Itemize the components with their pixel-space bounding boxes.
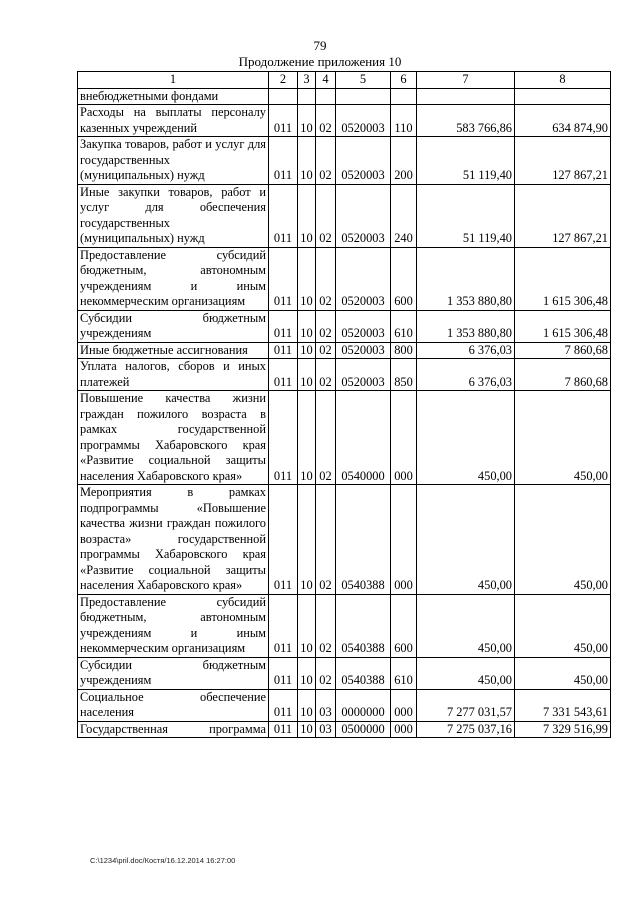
- cell-ministry: 011: [269, 689, 298, 721]
- cell-subsection: [316, 88, 336, 105]
- row-name: Субсидии бюджетным учреждениям: [78, 657, 269, 689]
- row-name: Уплата налогов, сборов и иных платежей: [78, 359, 269, 391]
- cell-section: 10: [298, 247, 316, 310]
- cell-sum-1: 6 376,03: [417, 342, 515, 359]
- cell-subsection: 02: [316, 247, 336, 310]
- cell-sum-1: 6 376,03: [417, 359, 515, 391]
- cell-section: 10: [298, 184, 316, 247]
- cell-sum-1: 450,00: [417, 657, 515, 689]
- cell-target: [336, 88, 391, 105]
- cell-type: 200: [391, 137, 417, 185]
- cell-section: 10: [298, 359, 316, 391]
- cell-sum-2: 634 874,90: [515, 105, 611, 137]
- cell-sum-2: 450,00: [515, 657, 611, 689]
- cell-target: 0520003: [336, 342, 391, 359]
- cell-sum-1: 51 119,40: [417, 137, 515, 185]
- document-path-footer: C:\1234\pril.doc/Костя/16.12.2014 16:27:00: [90, 856, 236, 865]
- column-header: 4: [316, 72, 336, 89]
- cell-sum-2: 450,00: [515, 391, 611, 485]
- header-row: [78, 72, 611, 89]
- appendix-subtitle: Продолжение приложения 10: [238, 54, 402, 69]
- table-row: [78, 689, 611, 721]
- table-row: [78, 310, 611, 342]
- row-name: Мероприятия в рамках подпрограммы «Повышение качества жизни граждан пожилого возраста» государственной программы Хабаровского края «Развитие социальной защиты населения Хабаровского края»: [78, 485, 269, 595]
- cell-sum-2: 127 867,21: [515, 184, 611, 247]
- row-name: Расходы на выплаты персоналу казенных учреждений: [78, 105, 269, 137]
- cell-subsection: 02: [316, 105, 336, 137]
- cell-sum-1: 7 275 037,16: [417, 721, 515, 738]
- cell-ministry: 011: [269, 359, 298, 391]
- cell-ministry: 011: [269, 137, 298, 185]
- cell-target: 0500000: [336, 721, 391, 738]
- table-row: [78, 485, 611, 595]
- cell-target: 0520003: [336, 137, 391, 185]
- column-header: 8: [515, 72, 611, 89]
- cell-section: 10: [298, 137, 316, 185]
- cell-section: 10: [298, 657, 316, 689]
- cell-section: 10: [298, 310, 316, 342]
- cell-sum-2: 450,00: [515, 485, 611, 595]
- table-row: [78, 342, 611, 359]
- column-header: 2: [269, 72, 298, 89]
- cell-sum-2: 1 615 306,48: [515, 247, 611, 310]
- cell-section: 10: [298, 721, 316, 738]
- cell-sum-1: 450,00: [417, 485, 515, 595]
- table-row: [78, 721, 611, 738]
- row-name: Предоставление субсидий бюджетным, автономным учреждениям и иным некоммерческим организациям: [78, 594, 269, 657]
- cell-target: 0000000: [336, 689, 391, 721]
- cell-sum-2: 127 867,21: [515, 137, 611, 185]
- cell-sum-2: 7 860,68: [515, 359, 611, 391]
- cell-section: [298, 88, 316, 105]
- row-name: Социальное обеспечение населения: [78, 689, 269, 721]
- cell-type: 600: [391, 247, 417, 310]
- cell-ministry: 011: [269, 184, 298, 247]
- table-row: [78, 88, 611, 105]
- cell-section: 10: [298, 342, 316, 359]
- cell-subsection: 02: [316, 137, 336, 185]
- cell-sum-1: 1 353 880,80: [417, 247, 515, 310]
- table-row: [78, 137, 611, 185]
- table-row: [78, 184, 611, 247]
- cell-sum-1: 7 277 031,57: [417, 689, 515, 721]
- cell-subsection: 02: [316, 594, 336, 657]
- row-name: Повышение качества жизни граждан пожилого возраста в рамках государственной программы Хабаровского края «Развитие социальной защиты населения Хабаровского края»: [78, 391, 269, 485]
- cell-target: 0540388: [336, 657, 391, 689]
- cell-type: 000: [391, 721, 417, 738]
- cell-sum-1: 51 119,40: [417, 184, 515, 247]
- cell-ministry: 011: [269, 247, 298, 310]
- cell-ministry: 011: [269, 342, 298, 359]
- cell-subsection: 03: [316, 689, 336, 721]
- cell-target: 0540388: [336, 594, 391, 657]
- cell-type: 000: [391, 485, 417, 595]
- column-header: 7: [417, 72, 515, 89]
- row-name: Государственная программа: [78, 721, 269, 738]
- row-name: Субсидии бюджетным учреждениям: [78, 310, 269, 342]
- row-name: внебюджетными фондами: [78, 88, 269, 105]
- cell-type: 000: [391, 689, 417, 721]
- cell-sum-2: 7 860,68: [515, 342, 611, 359]
- cell-target: 0540000: [336, 391, 391, 485]
- cell-sum-1: 450,00: [417, 594, 515, 657]
- row-name: Закупка товаров, работ и услуг для государственных (муниципальных) нужд: [78, 137, 269, 185]
- cell-ministry: 011: [269, 105, 298, 137]
- cell-sum-1: 583 766,86: [417, 105, 515, 137]
- cell-target: 0520003: [336, 247, 391, 310]
- cell-ministry: 011: [269, 594, 298, 657]
- cell-type: 000: [391, 391, 417, 485]
- table-row: [78, 657, 611, 689]
- row-name: Иные закупки товаров, работ и услуг для обеспечения государственных (муниципальных) нужд: [78, 184, 269, 247]
- cell-subsection: 02: [316, 485, 336, 595]
- table-row: [78, 594, 611, 657]
- cell-type: 850: [391, 359, 417, 391]
- cell-sum-1: [417, 88, 515, 105]
- budget-table: [77, 71, 611, 738]
- column-header: 5: [336, 72, 391, 89]
- cell-sum-2: 7 329 516,99: [515, 721, 611, 738]
- cell-sum-2: [515, 88, 611, 105]
- cell-subsection: 03: [316, 721, 336, 738]
- cell-type: 610: [391, 310, 417, 342]
- cell-subsection: 02: [316, 359, 336, 391]
- cell-sum-1: 1 353 880,80: [417, 310, 515, 342]
- cell-type: 110: [391, 105, 417, 137]
- cell-ministry: 011: [269, 657, 298, 689]
- cell-type: 800: [391, 342, 417, 359]
- cell-target: 0520003: [336, 184, 391, 247]
- cell-sum-2: 450,00: [515, 594, 611, 657]
- column-header: 1: [78, 72, 269, 89]
- cell-sum-2: 7 331 543,61: [515, 689, 611, 721]
- cell-subsection: 02: [316, 657, 336, 689]
- cell-section: 10: [298, 689, 316, 721]
- cell-type: 610: [391, 657, 417, 689]
- table-row: [78, 105, 611, 137]
- cell-type: 240: [391, 184, 417, 247]
- cell-sum-1: 450,00: [417, 391, 515, 485]
- cell-sum-2: 1 615 306,48: [515, 310, 611, 342]
- cell-target: 0520003: [336, 105, 391, 137]
- cell-subsection: 02: [316, 391, 336, 485]
- cell-type: [391, 88, 417, 105]
- cell-target: 0520003: [336, 310, 391, 342]
- cell-target: 0540388: [336, 485, 391, 595]
- cell-ministry: [269, 88, 298, 105]
- page-number: 79: [313, 38, 327, 53]
- cell-ministry: 011: [269, 485, 298, 595]
- cell-section: 10: [298, 485, 316, 595]
- cell-section: 10: [298, 391, 316, 485]
- table-row: [78, 359, 611, 391]
- row-name: Предоставление субсидий бюджетным, автономным учреждениям и иным некоммерческим организациям: [78, 247, 269, 310]
- cell-ministry: 011: [269, 310, 298, 342]
- row-name: Иные бюджетные ассигнования: [78, 342, 269, 359]
- cell-subsection: 02: [316, 342, 336, 359]
- cell-section: 10: [298, 594, 316, 657]
- cell-target: 0520003: [336, 359, 391, 391]
- cell-subsection: 02: [316, 310, 336, 342]
- cell-type: 600: [391, 594, 417, 657]
- cell-section: 10: [298, 105, 316, 137]
- column-header: 6: [391, 72, 417, 89]
- table-row: [78, 391, 611, 485]
- cell-ministry: 011: [269, 721, 298, 738]
- table-row: [78, 247, 611, 310]
- cell-subsection: 02: [316, 184, 336, 247]
- cell-ministry: 011: [269, 391, 298, 485]
- column-header: 3: [298, 72, 316, 89]
